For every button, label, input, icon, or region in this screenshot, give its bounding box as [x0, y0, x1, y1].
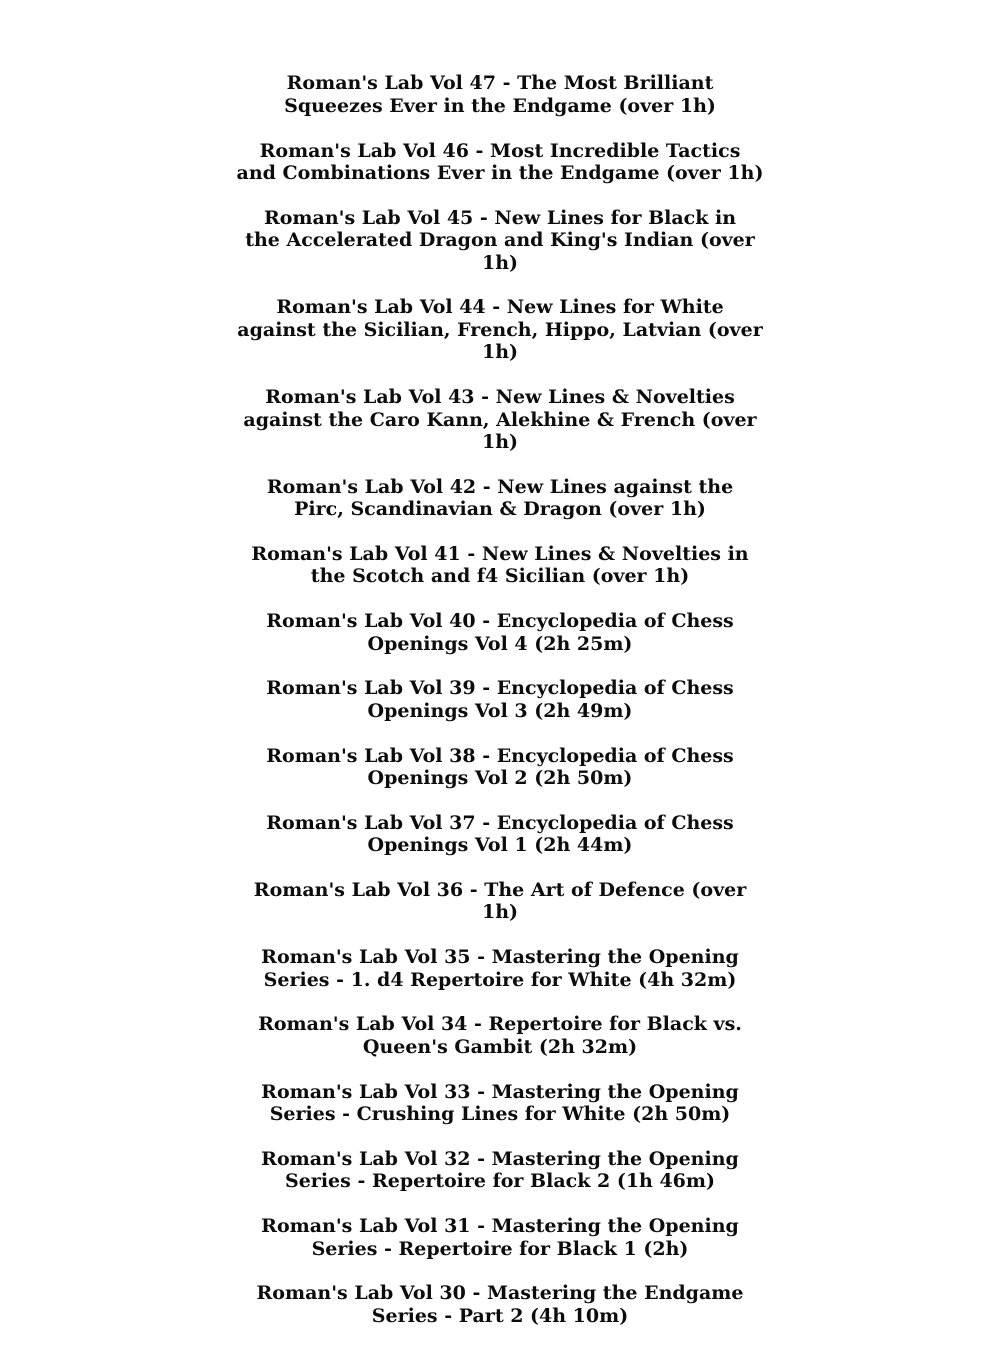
list-item-vol-41: Roman's Lab Vol 41 - New Lines & Novelties in the Scotch and f4 Sicilian (over 1h)	[251, 542, 749, 588]
list-item-vol-42: Roman's Lab Vol 42 - New Lines against the Pirc, Scandinavian & Dragon (over 1h)	[266, 475, 734, 521]
list-item-vol-30: Roman's Lab Vol 30 - Mastering the Endgame Series - Part 2 (4h 10m)	[256, 1282, 744, 1327]
list-item-vol-45: Roman's Lab Vol 45 - New Lines for Black in the Accelerated Dragon and King's Indian (over 1h)	[245, 206, 755, 274]
list-item-vol-39: Roman's Lab Vol 39 - Encyclopedia of Chess Openings Vol 3 (2h 49m)	[266, 677, 734, 722]
list-item-vol-31: Roman's Lab Vol 31 - Mastering the Opening Series - Repertoire for Black 1 (2h)	[261, 1215, 739, 1260]
list-item-vol-47: Roman's Lab Vol 47 - The Most Brilliant Squeezes Ever in the Endgame (over 1h)	[284, 72, 716, 117]
volume-list	[150, 50, 850, 1350]
list-item-vol-32: Roman's Lab Vol 32 - Mastering the Opening Series - Repertoire for Black 2 (1h 46m)	[261, 1147, 739, 1193]
list-item-vol-37: Roman's Lab Vol 37 - Encyclopedia of Chess Openings Vol 1 (2h 44m)	[266, 811, 734, 857]
list-item-vol-40: Roman's Lab Vol 40 - Encyclopedia of Chess Openings Vol 4 (2h 25m)	[266, 610, 734, 655]
list-item-vol-38: Roman's Lab Vol 38 - Encyclopedia of Chess Openings Vol 2 (2h 50m)	[266, 744, 734, 789]
list-item-vol-44: Roman's Lab Vol 44 - New Lines for White against the Sicilian, French, Hippo, Latvian (over 1h)	[237, 296, 763, 364]
list-item-vol-34: Roman's Lab Vol 34 - Repertoire for Black vs. Queen's Gambit (2h 32m)	[258, 1013, 742, 1058]
list-item-vol-46: Roman's Lab Vol 46 - Most Incredible Tactics and Combinations Ever in the Endgame (over 1h)	[236, 139, 764, 185]
list-item-vol-36: Roman's Lab Vol 36 - The Art of Defence (over 1h)	[253, 879, 747, 924]
list-item-vol-35: Roman's Lab Vol 35 - Mastering the Opening Series - 1. d4 Repertoire for White (4h 32m)	[261, 946, 739, 991]
list-item-vol-33: Roman's Lab Vol 33 - Mastering the Opening Series - Crushing Lines for White (2h 50m)	[261, 1080, 739, 1126]
list-item-vol-43: Roman's Lab Vol 43 - New Lines & Novelties against the Caro Kann, Alekhine & French (over 1h)	[243, 386, 757, 453]
